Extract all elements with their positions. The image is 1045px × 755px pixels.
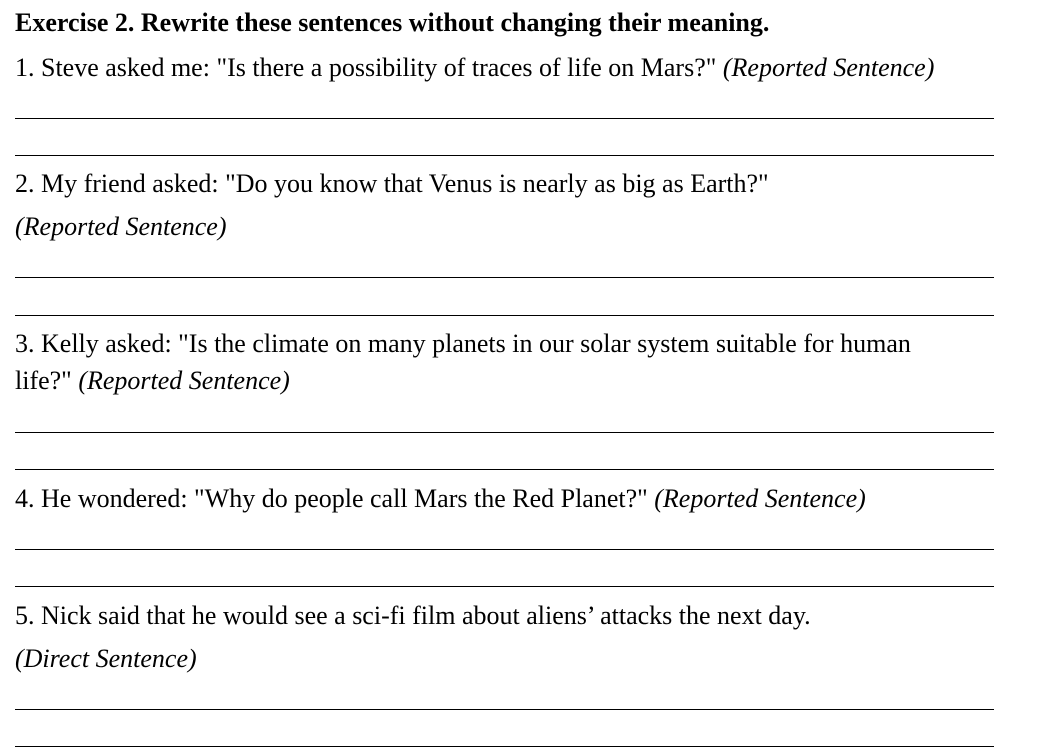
answer-line-3a[interactable] bbox=[15, 432, 994, 433]
answer-line-5b[interactable] bbox=[15, 746, 994, 747]
question-4-note: (Reported Sentence) bbox=[654, 484, 866, 513]
answer-line-1a[interactable] bbox=[15, 118, 994, 119]
question-1-note: (Reported Sentence) bbox=[722, 53, 935, 82]
question-1-text bbox=[15, 52, 934, 84]
question-1-sentence: 1. Steve asked me: "Is there a possibility of traces of life on Mars?" bbox=[15, 53, 717, 82]
question-4-sentence: 4. He wondered: "Why do people call Mars the Red Planet?" bbox=[15, 484, 648, 513]
question-5-text-line2 bbox=[15, 643, 197, 675]
exercise-title: Exercise 2. Rewrite these sentences without changing their meaning. bbox=[15, 8, 770, 37]
answer-line-4a[interactable] bbox=[15, 549, 994, 550]
answer-line-4b[interactable] bbox=[15, 586, 994, 587]
question-4-text bbox=[15, 483, 866, 515]
question-3-text bbox=[15, 328, 911, 360]
question-3-text-line2 bbox=[15, 365, 290, 397]
question-3-sentence: 3. Kelly asked: "Is the climate on many planets in our solar system suitable for human bbox=[15, 329, 911, 358]
question-3-sentence-continued: life?" bbox=[15, 366, 72, 395]
question-5-note: (Direct Sentence) bbox=[15, 644, 197, 673]
question-2-sentence: 2. My friend asked: "Do you know that Venus is nearly as big as Earth?" bbox=[15, 169, 769, 198]
question-2-text bbox=[15, 168, 769, 200]
question-5-sentence: 5. Nick said that he would see a sci-fi film about aliens’ attacks the next day. bbox=[15, 601, 811, 630]
answer-line-1b[interactable] bbox=[15, 155, 994, 156]
answer-line-3b[interactable] bbox=[15, 469, 994, 470]
question-2-note: (Reported Sentence) bbox=[15, 212, 227, 241]
question-3-note: (Reported Sentence) bbox=[78, 366, 290, 395]
answer-line-5a[interactable] bbox=[15, 709, 994, 710]
question-5-text bbox=[15, 600, 811, 632]
question-2-text-line2 bbox=[15, 211, 227, 243]
answer-line-2a[interactable] bbox=[15, 277, 994, 278]
answer-line-2b[interactable] bbox=[15, 315, 994, 316]
